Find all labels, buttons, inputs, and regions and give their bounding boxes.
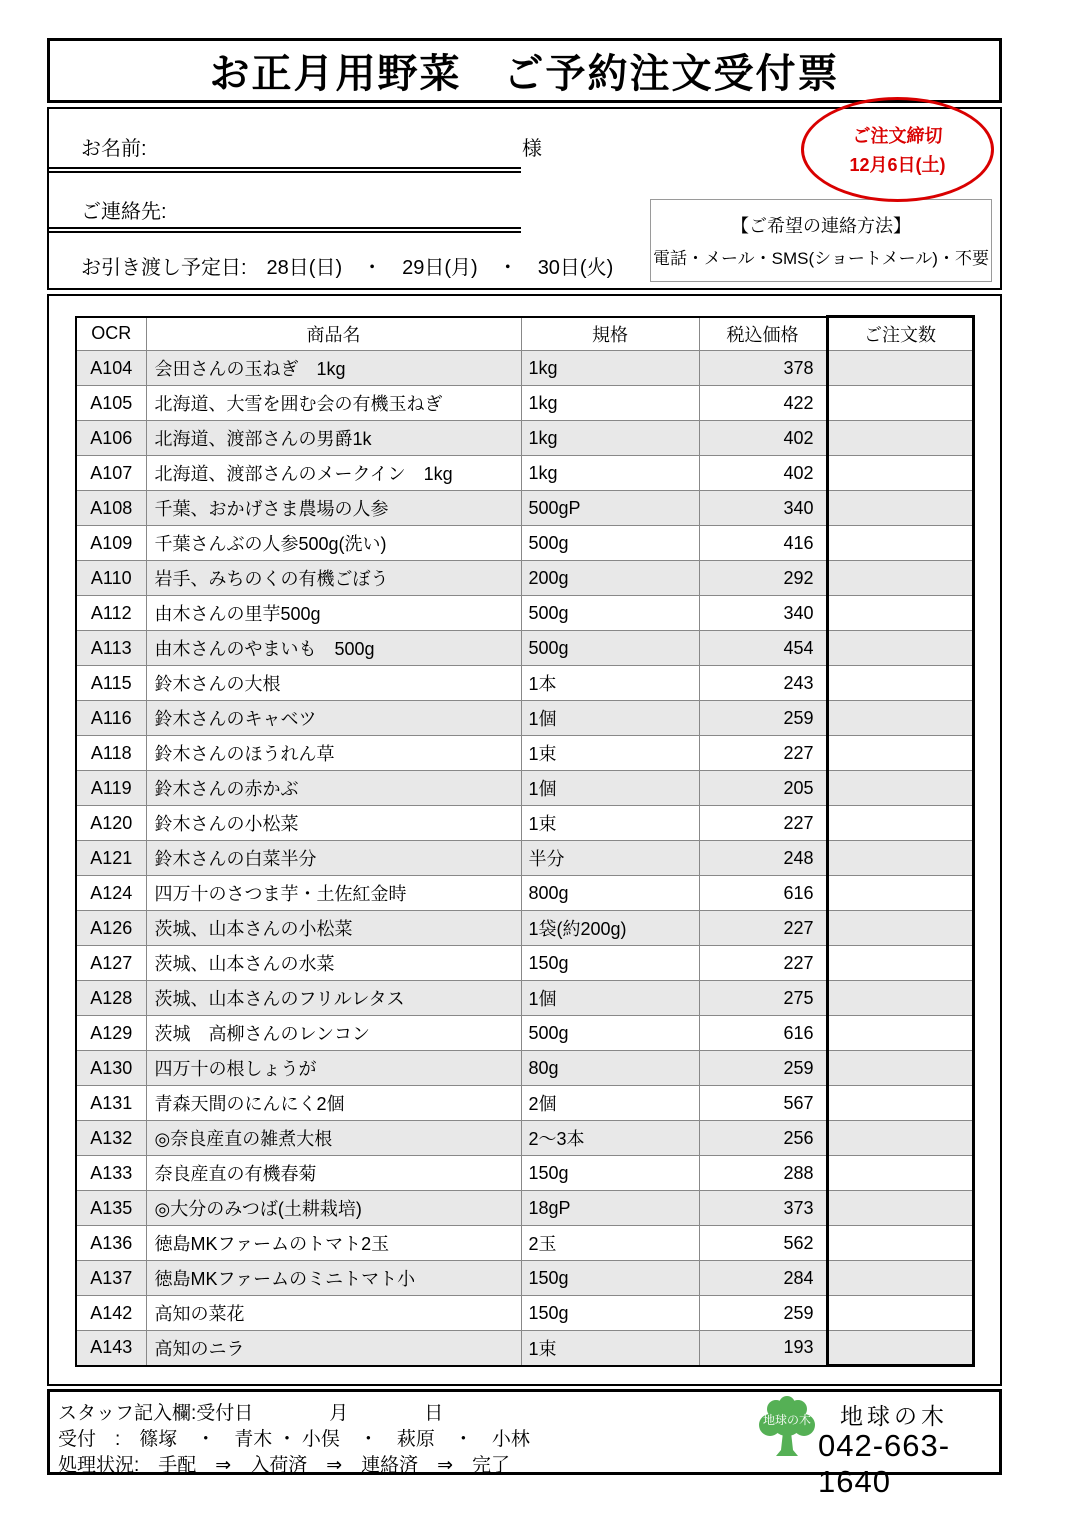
- order-qty-cell[interactable]: [827, 946, 973, 981]
- price-cell: 373: [699, 1191, 827, 1226]
- product-name-cell: 北海道、大雪を囲む会の有機玉ねぎ: [146, 386, 521, 421]
- table-row: [76, 491, 973, 526]
- ocr-code-cell: A106: [76, 421, 146, 456]
- spec-cell: 500g: [521, 631, 699, 666]
- product-name-cell: 茨城、山本さんの小松菜: [146, 911, 521, 946]
- org-name: 地球の木: [840, 1403, 948, 1429]
- order-qty-cell[interactable]: [827, 1296, 973, 1331]
- price-cell: 288: [699, 1156, 827, 1191]
- product-name-cell: 徳島MKファームのミニトマト小: [146, 1261, 521, 1296]
- order-qty-cell[interactable]: [827, 351, 973, 386]
- contact-method-box: [650, 199, 992, 282]
- product-name-cell: 鈴木さんの大根: [146, 666, 521, 701]
- product-name-cell: 鈴木さんの小松菜: [146, 806, 521, 841]
- price-cell: 454: [699, 631, 827, 666]
- table-row: [76, 1016, 973, 1051]
- price-cell: 378: [699, 351, 827, 386]
- product-name-cell: 北海道、渡部さんのメークイン 1kg: [146, 456, 521, 491]
- spec-cell: 150g: [521, 1156, 699, 1191]
- ocr-code-cell: A142: [76, 1296, 146, 1331]
- product-name-cell: 鈴木さんの白菜半分: [146, 841, 521, 876]
- customer-info-section: [47, 107, 1002, 290]
- product-name-cell: 千葉さんぶの人参500g(洗い): [146, 526, 521, 561]
- table-header-row: [76, 317, 973, 351]
- ocr-code-cell: A108: [76, 491, 146, 526]
- col-header-spec: 規格: [521, 317, 699, 351]
- order-table-section: [47, 294, 1002, 1386]
- table-row: [76, 526, 973, 561]
- contact-input-line[interactable]: [49, 227, 521, 233]
- order-qty-cell[interactable]: [827, 596, 973, 631]
- spec-cell: 1個: [521, 771, 699, 806]
- order-qty-cell[interactable]: [827, 1191, 973, 1226]
- table-row: [76, 1156, 973, 1191]
- spec-cell: 800g: [521, 876, 699, 911]
- product-name-cell: 四万十のさつま芋・土佐紅金時: [146, 876, 521, 911]
- product-name-cell: 高知のニラ: [146, 1331, 521, 1366]
- table-row: [76, 736, 973, 771]
- price-cell: 227: [699, 946, 827, 981]
- price-cell: 256: [699, 1121, 827, 1156]
- price-cell: 402: [699, 456, 827, 491]
- price-cell: 227: [699, 806, 827, 841]
- product-name-cell: 高知の菜花: [146, 1296, 521, 1331]
- handover-date-options[interactable]: お引き渡し予定日: 28日(日) ・ 29日(月) ・ 30日(火): [81, 257, 614, 279]
- processing-status-line[interactable]: 処理状況: 手配 ⇒ 入荷済 ⇒ 連絡済 ⇒ 完了: [58, 1455, 511, 1476]
- staff-footer-section: [47, 1389, 1002, 1499]
- ocr-code-cell: A115: [76, 666, 146, 701]
- product-name-cell: 会田さんの玉ねぎ 1kg: [146, 351, 521, 386]
- staff-entry-line[interactable]: スタッフ記入欄:受付日 月 日: [58, 1403, 444, 1424]
- table-row: [76, 1191, 973, 1226]
- name-honorific: 様: [522, 138, 542, 160]
- price-cell: 402: [699, 421, 827, 456]
- spec-cell: 500g: [521, 1016, 699, 1051]
- product-name-cell: 奈良産直の有機春菊: [146, 1156, 521, 1191]
- spec-cell: 1個: [521, 981, 699, 1016]
- product-name-cell: 茨城、山本さんのフリルレタス: [146, 981, 521, 1016]
- spec-cell: 1kg: [521, 351, 699, 386]
- spec-cell: 1袋(約200g): [521, 911, 699, 946]
- table-row: [76, 701, 973, 736]
- ocr-code-cell: A136: [76, 1226, 146, 1261]
- table-row: [76, 351, 973, 386]
- ocr-code-cell: A129: [76, 1016, 146, 1051]
- col-header-ocr: OCR: [76, 317, 146, 351]
- price-cell: 205: [699, 771, 827, 806]
- ocr-code-cell: A133: [76, 1156, 146, 1191]
- ocr-code-cell: A116: [76, 701, 146, 736]
- price-cell: 193: [699, 1331, 827, 1366]
- table-row: [76, 386, 973, 421]
- deadline-line2: 12月6日(土): [849, 155, 946, 175]
- table-row: [76, 1086, 973, 1121]
- staff-receptionist-line[interactable]: 受付 : 篠塚 ・ 青木 ・ 小俣 ・ 萩原 ・ 小林: [58, 1429, 530, 1450]
- spec-cell: 80g: [521, 1051, 699, 1086]
- table-row: [76, 876, 973, 911]
- order-qty-cell[interactable]: [827, 771, 973, 806]
- product-name-cell: ◎奈良産直の雑煮大根: [146, 1121, 521, 1156]
- org-phone: 042-663-1640: [818, 1428, 951, 1499]
- spec-cell: 1束: [521, 1331, 699, 1366]
- product-name-cell: 青森天間のにんにく2個: [146, 1086, 521, 1121]
- spec-cell: 500gP: [521, 491, 699, 526]
- table-row: [76, 1226, 973, 1261]
- product-name-cell: 鈴木さんの赤かぶ: [146, 771, 521, 806]
- form-title-box: [47, 38, 1002, 103]
- order-qty-cell[interactable]: [827, 1016, 973, 1051]
- deadline-line1: ご注文締切: [852, 126, 943, 146]
- product-name-cell: 鈴木さんのほうれん草: [146, 736, 521, 771]
- order-qty-cell[interactable]: [827, 701, 973, 736]
- table-row: [76, 771, 973, 806]
- spec-cell: 150g: [521, 946, 699, 981]
- order-deadline-badge: [801, 97, 994, 202]
- order-qty-cell[interactable]: [827, 386, 973, 421]
- order-qty-cell[interactable]: [827, 1051, 973, 1086]
- order-qty-cell[interactable]: [827, 876, 973, 911]
- order-qty-cell[interactable]: [827, 911, 973, 946]
- price-cell: 275: [699, 981, 827, 1016]
- ocr-code-cell: A126: [76, 911, 146, 946]
- price-cell: 567: [699, 1086, 827, 1121]
- product-name-cell: 鈴木さんのキャベツ: [146, 701, 521, 736]
- ocr-code-cell: A118: [76, 736, 146, 771]
- spec-cell: 150g: [521, 1296, 699, 1331]
- price-cell: 248: [699, 841, 827, 876]
- ocr-code-cell: A110: [76, 561, 146, 596]
- order-qty-cell[interactable]: [827, 1226, 973, 1261]
- spec-cell: 2個: [521, 1086, 699, 1121]
- table-row: [76, 1051, 973, 1086]
- ocr-code-cell: A132: [76, 1121, 146, 1156]
- order-qty-cell[interactable]: [827, 1261, 973, 1296]
- spec-cell: 2～3本: [521, 1121, 699, 1156]
- spec-cell: 半分: [521, 841, 699, 876]
- table-row: [76, 421, 973, 456]
- name-label: お名前:: [81, 138, 147, 160]
- ocr-code-cell: A107: [76, 456, 146, 491]
- order-qty-cell[interactable]: [827, 666, 973, 701]
- price-cell: 227: [699, 736, 827, 771]
- table-row: [76, 596, 973, 631]
- price-cell: 616: [699, 876, 827, 911]
- product-name-cell: 四万十の根しょうが: [146, 1051, 521, 1086]
- price-cell: 259: [699, 701, 827, 736]
- page-title: お正月用野菜 ご予約注文受付票: [209, 52, 840, 96]
- table-row: [76, 981, 973, 1016]
- order-qty-cell[interactable]: [827, 736, 973, 771]
- table-row: [76, 666, 973, 701]
- spec-cell: 1kg: [521, 421, 699, 456]
- name-input-line[interactable]: [49, 167, 521, 173]
- col-header-name: 商品名: [146, 317, 521, 351]
- product-name-cell: 茨城 高柳さんのレンコン: [146, 1016, 521, 1051]
- spec-cell: 2玉: [521, 1226, 699, 1261]
- ocr-code-cell: A131: [76, 1086, 146, 1121]
- contact-method-title: 【ご希望の連絡方法】: [731, 216, 911, 236]
- table-row: [76, 1296, 973, 1331]
- ocr-code-cell: A104: [76, 351, 146, 386]
- ocr-code-cell: A109: [76, 526, 146, 561]
- order-table-body: [76, 351, 973, 1366]
- price-cell: 616: [699, 1016, 827, 1051]
- order-qty-cell[interactable]: [827, 1121, 973, 1156]
- order-qty-cell[interactable]: [827, 806, 973, 841]
- col-header-price: 税込価格: [699, 317, 827, 351]
- ocr-code-cell: A130: [76, 1051, 146, 1086]
- order-qty-cell[interactable]: [827, 421, 973, 456]
- ocr-code-cell: A127: [76, 946, 146, 981]
- order-qty-cell[interactable]: [827, 631, 973, 666]
- logo-inner-text: 地球の木: [762, 1413, 812, 1427]
- order-table: [75, 315, 975, 1367]
- spec-cell: 1束: [521, 736, 699, 771]
- product-name-cell: ◎大分のみつば(土耕栽培): [146, 1191, 521, 1226]
- table-row: [76, 1261, 973, 1296]
- price-cell: 340: [699, 491, 827, 526]
- table-row: [76, 911, 973, 946]
- product-name-cell: 茨城、山本さんの水菜: [146, 946, 521, 981]
- product-name-cell: 北海道、渡部さんの男爵1k: [146, 421, 521, 456]
- price-cell: 259: [699, 1296, 827, 1331]
- spec-cell: 200g: [521, 561, 699, 596]
- order-qty-cell[interactable]: [827, 526, 973, 561]
- table-row: [76, 806, 973, 841]
- col-header-qty: ご注文数: [827, 317, 973, 351]
- ocr-code-cell: A120: [76, 806, 146, 841]
- order-qty-cell[interactable]: [827, 561, 973, 596]
- order-qty-cell[interactable]: [827, 491, 973, 526]
- ocr-code-cell: A128: [76, 981, 146, 1016]
- spec-cell: 1束: [521, 806, 699, 841]
- ocr-code-cell: A121: [76, 841, 146, 876]
- product-name-cell: 由木さんの里芋500g: [146, 596, 521, 631]
- table-row: [76, 1331, 973, 1366]
- table-row: [76, 561, 973, 596]
- price-cell: 292: [699, 561, 827, 596]
- ocr-code-cell: A137: [76, 1261, 146, 1296]
- spec-cell: 500g: [521, 526, 699, 561]
- spec-cell: 1本: [521, 666, 699, 701]
- order-qty-cell[interactable]: [827, 1156, 973, 1191]
- product-name-cell: 徳島MKファームのトマト2玉: [146, 1226, 521, 1261]
- price-cell: 422: [699, 386, 827, 421]
- spec-cell: 150g: [521, 1261, 699, 1296]
- order-qty-cell[interactable]: [827, 456, 973, 491]
- ocr-code-cell: A119: [76, 771, 146, 806]
- ocr-code-cell: A143: [76, 1331, 146, 1366]
- price-cell: 227: [699, 911, 827, 946]
- product-name-cell: 由木さんのやまいも 500g: [146, 631, 521, 666]
- product-name-cell: 千葉、おかげさま農場の人参: [146, 491, 521, 526]
- table-row: [76, 631, 973, 666]
- ocr-code-cell: A112: [76, 596, 146, 631]
- spec-cell: 18gP: [521, 1191, 699, 1226]
- spec-cell: 500g: [521, 596, 699, 631]
- price-cell: 416: [699, 526, 827, 561]
- price-cell: 284: [699, 1261, 827, 1296]
- order-qty-cell[interactable]: [827, 841, 973, 876]
- table-row: [76, 456, 973, 491]
- order-qty-cell[interactable]: [827, 981, 973, 1016]
- order-qty-cell[interactable]: [827, 1086, 973, 1121]
- price-cell: 243: [699, 666, 827, 701]
- spec-cell: 1個: [521, 701, 699, 736]
- table-row: [76, 1121, 973, 1156]
- spec-cell: 1kg: [521, 456, 699, 491]
- ocr-code-cell: A105: [76, 386, 146, 421]
- ocr-code-cell: A124: [76, 876, 146, 911]
- table-row: [76, 946, 973, 981]
- earth-tree-logo-icon: [756, 1396, 818, 1462]
- price-cell: 340: [699, 596, 827, 631]
- price-cell: 259: [699, 1051, 827, 1086]
- order-qty-cell[interactable]: [827, 1331, 973, 1366]
- contact-method-options[interactable]: 電話・メール・SMS(ショートメール)・不要: [653, 249, 989, 268]
- table-row: [76, 841, 973, 876]
- product-name-cell: 岩手、みちのくの有機ごぼう: [146, 561, 521, 596]
- ocr-code-cell: A135: [76, 1191, 146, 1226]
- price-cell: 562: [699, 1226, 827, 1261]
- contact-label: ご連絡先:: [81, 201, 167, 223]
- spec-cell: 1kg: [521, 386, 699, 421]
- ocr-code-cell: A113: [76, 631, 146, 666]
